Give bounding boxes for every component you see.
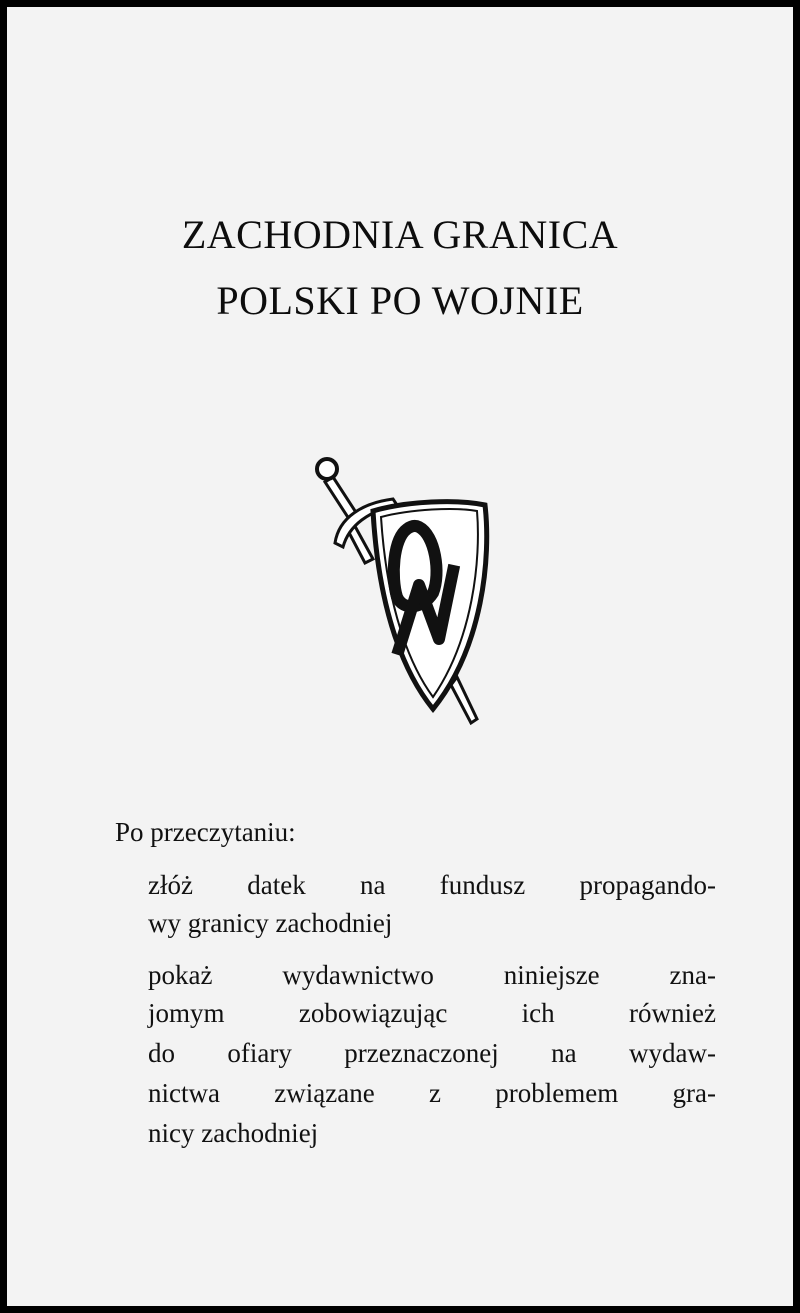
notice-item2-line5: nicy zachodniej [148, 1118, 319, 1148]
notice-item1-line1: złóż datek na fundusz propagando- [148, 870, 716, 900]
notice-intro: Po przeczytaniu: [115, 817, 296, 847]
sword-pommel [317, 459, 337, 479]
sword-tip [451, 677, 477, 723]
sword-and-shield-emblem-icon [307, 447, 497, 729]
notice-item2-line4: nictwa związane z problemem gra- [148, 1078, 716, 1108]
document-page [7, 7, 793, 1306]
title-line-2: POLSKI PO WOJNIE [216, 278, 584, 323]
notice-item2-line3: do ofiary przeznaczonej na wydaw- [148, 1038, 716, 1068]
notice-item2-line2: jomym zobowiązując ich również [148, 998, 716, 1028]
notice-item1-line2: wy granicy zachodniej [148, 908, 393, 938]
title-line-1: ZACHODNIA GRANICA [181, 212, 619, 257]
notice-item2-line1: pokaż wydawnictwo niniejsze zna- [148, 960, 716, 990]
